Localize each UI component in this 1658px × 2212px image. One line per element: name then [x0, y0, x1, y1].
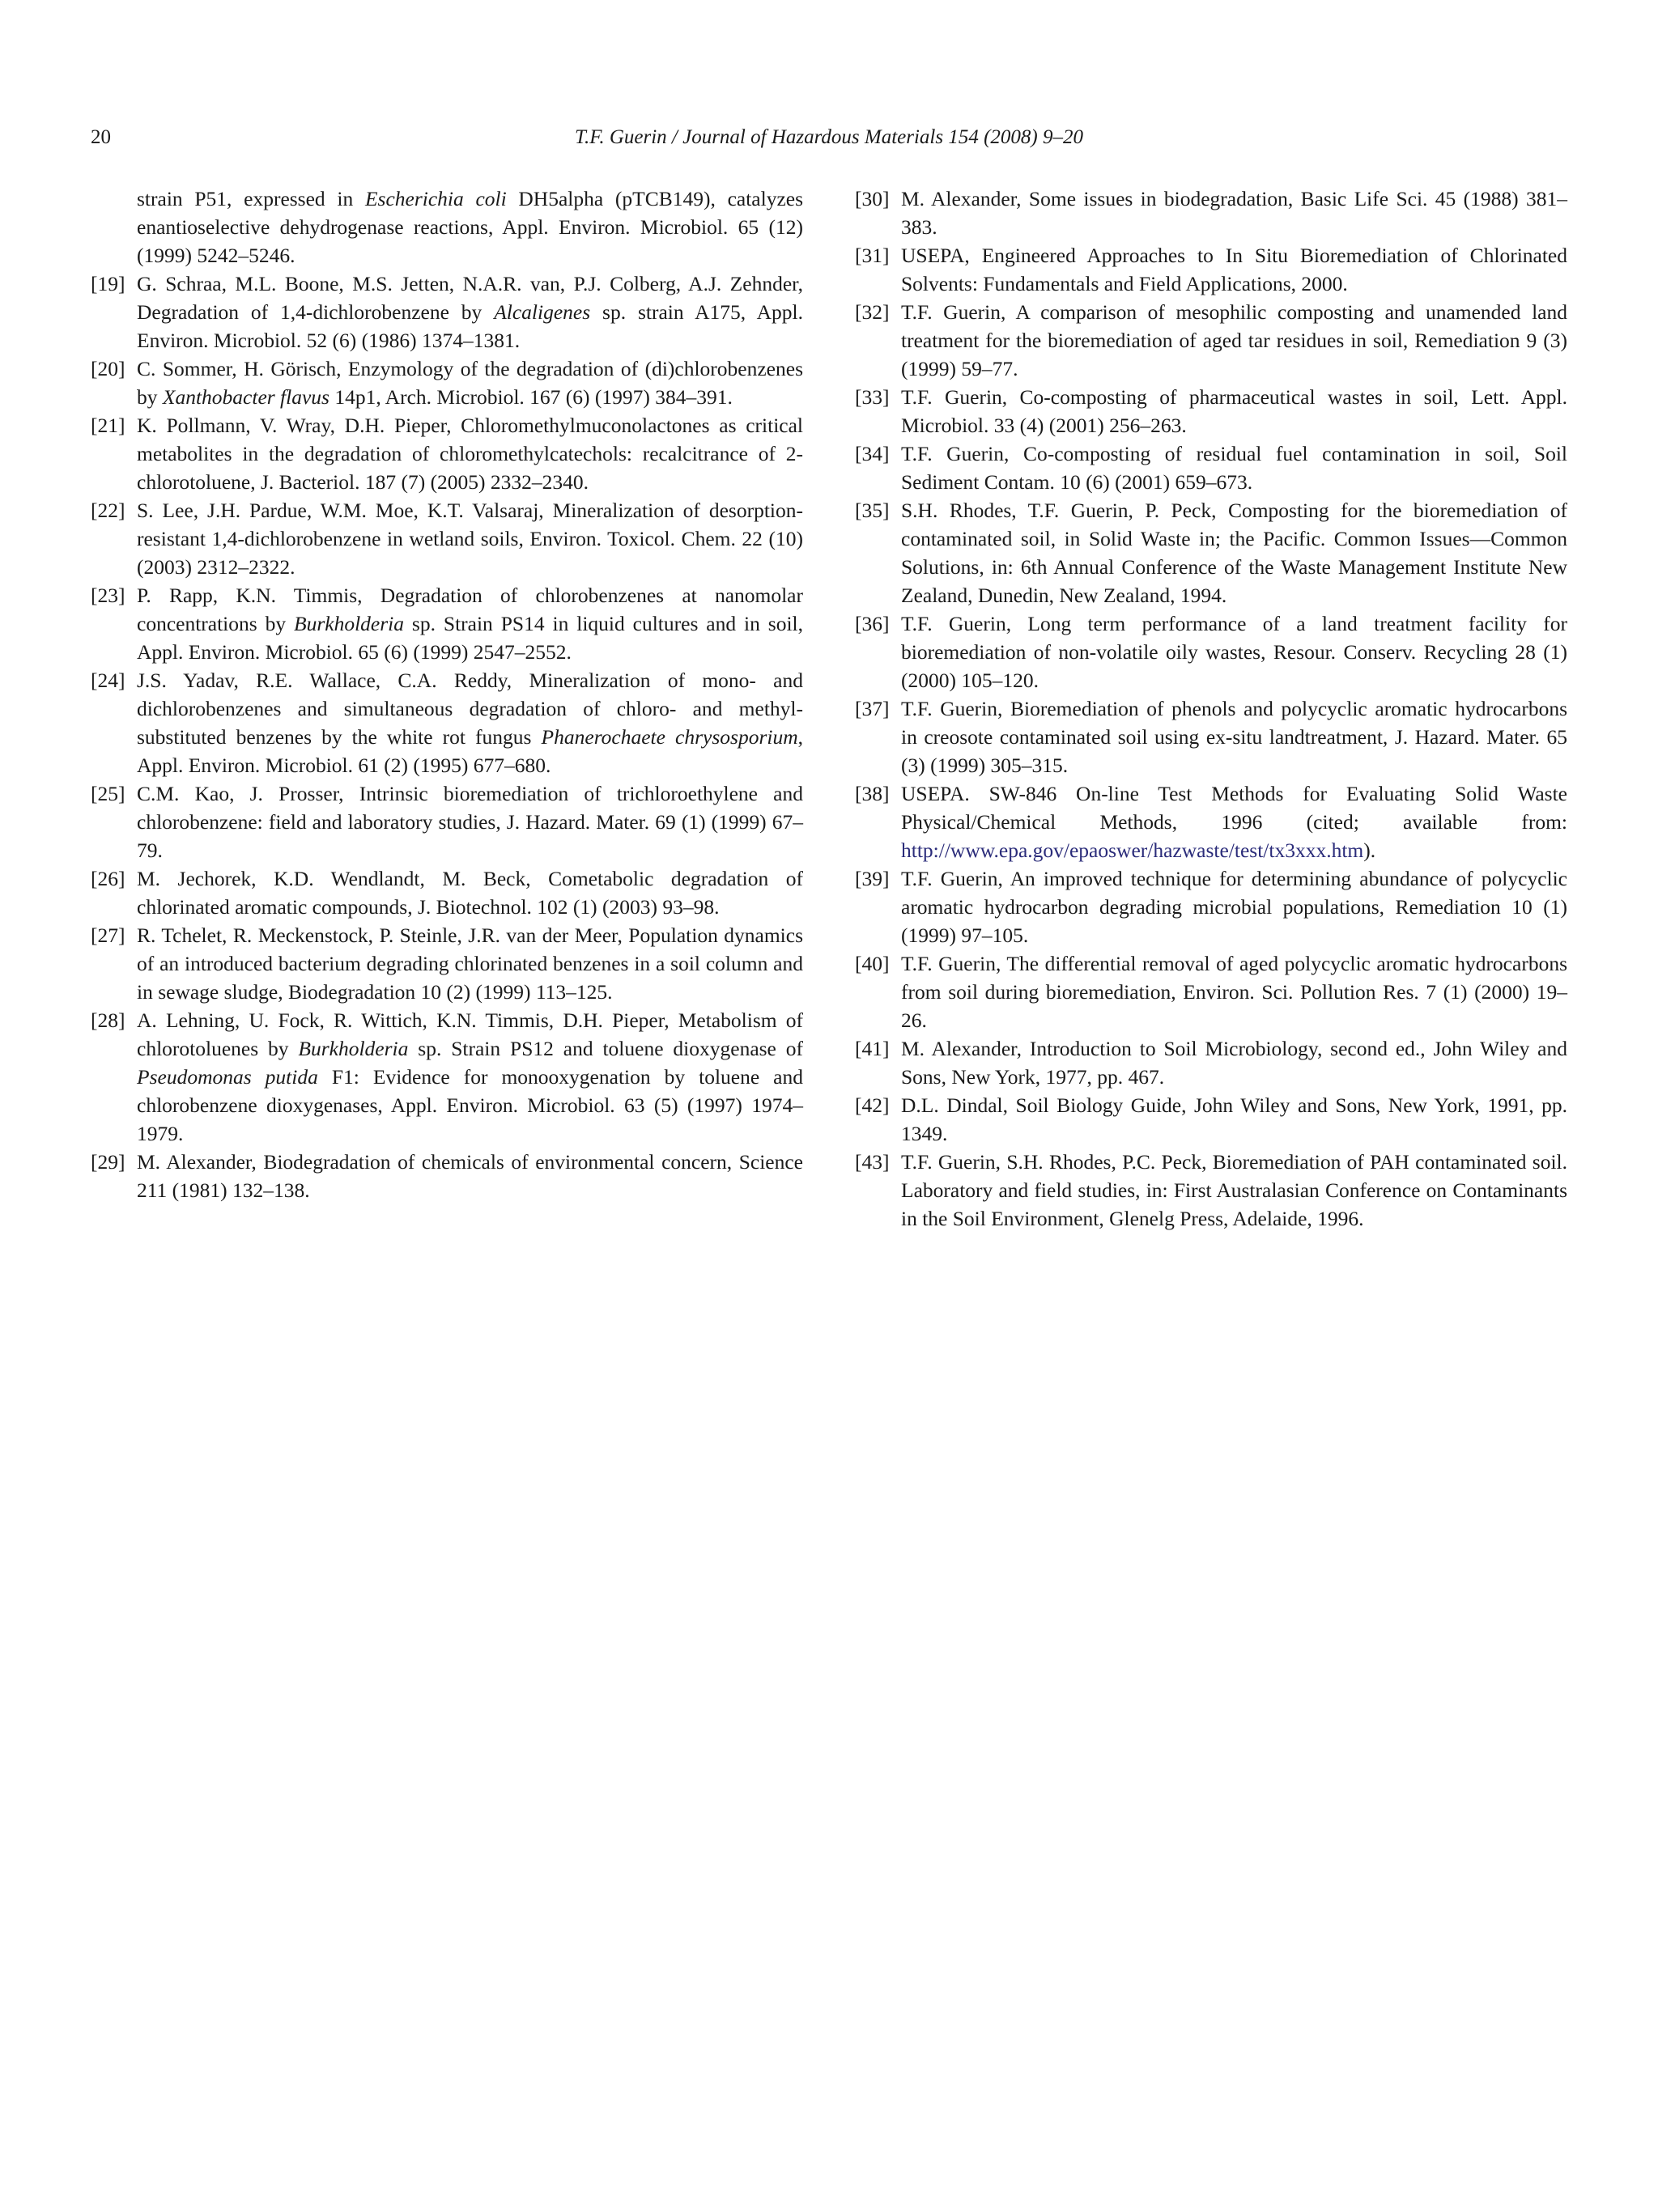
ref-italic: Escherichia coli — [364, 187, 507, 210]
ref-number: [31] — [855, 244, 890, 267]
ref-text: P. Rapp, K.N. Timmis, Degradation of chlorobenzenes at nanomolar concentrations by — [137, 584, 803, 635]
ref-italic: Burkholderia — [294, 612, 405, 635]
ref-text: T.F. Guerin, Co-composting of pharmaceutical wastes in soil, Lett. Appl. Microbiol. 33 (4) (2001) 256–263. — [901, 385, 1567, 437]
reference-22 — [91, 496, 803, 581]
ref-number: [21] — [91, 414, 125, 437]
reference-35 — [855, 496, 1567, 609]
journal-citation: T.F. Guerin / Journal of Hazardous Materials 154 (2008) 9–20 — [574, 126, 1083, 148]
ref-number: [26] — [91, 867, 125, 890]
reference-32 — [855, 298, 1567, 383]
ref-text: D.L. Dindal, Soil Biology Guide, John Wiley and Sons, New York, 1991, pp. 1349. — [901, 1093, 1567, 1145]
ref-number: [33] — [855, 385, 890, 409]
ref-number: [22] — [91, 499, 125, 522]
reference-38 — [855, 779, 1567, 864]
ref-text: T.F. Guerin, Co-composting of residual fuel contamination in soil, Soil Sediment Contam. 10 (6) (2001) 659–673. — [901, 442, 1567, 494]
reference-43 — [855, 1148, 1567, 1233]
ref-text: T.F. Guerin, Long term performance of a land treatment facility for bioremediation of non-volatile oily wastes, Resour. Conserv. Recycling 28 (1) (2000) 105–120. — [901, 612, 1567, 692]
ref-number: [42] — [855, 1093, 890, 1117]
ref-text: R. Tchelet, R. Meckenstock, P. Steinle, J.R. van der Meer, Population dynamics of an introduced bacterium degrading chlorinated benzenes in a soil column and in sewage sludge, Biodegradation 10 (2) (1999) 113–125. — [137, 923, 803, 1004]
reference-39 — [855, 864, 1567, 949]
reference-29 — [91, 1148, 803, 1204]
ref-text: T.F. Guerin, S.H. Rhodes, P.C. Peck, Bioremediation of PAH contaminated soil. Laboratory and field studies, in: First Australasian Conference on Contaminants in the Soil Environment, Glenelg Press, Adelaide, 1996. — [901, 1150, 1567, 1230]
ref-text: DH5alpha (pTCB149), catalyzes enantioselective dehydrogenase reactions, Appl. Environ. Microbiol. 65 (12) (1999) 5242–5246. — [137, 187, 804, 267]
ref-number: [41] — [855, 1037, 890, 1060]
ref-number: [37] — [855, 697, 890, 720]
reference-url-link[interactable]: http://www.epa.gov/epaoswer/hazwaste/test/tx3xxx.htm — [901, 839, 1364, 862]
ref-text: USEPA, Engineered Approaches to In Situ Bioremediation of Chlorinated Solvents: Fundamentals and Field Applications, 2000. — [901, 244, 1567, 295]
ref-number: [24] — [91, 669, 125, 692]
reference-28 — [91, 1006, 803, 1148]
page-number: 20 — [91, 126, 111, 148]
ref-number: [28] — [91, 1008, 125, 1032]
reference-31 — [855, 241, 1567, 298]
ref-text: M. Jechorek, K.D. Wendlandt, M. Beck, Cometabolic degradation of chlorinated aromatic compounds, J. Biotechnol. 102 (1) (2003) 93–98. — [137, 867, 803, 919]
reference-25 — [91, 779, 803, 864]
ref-text: T.F. Guerin, A comparison of mesophilic composting and unamended land treatment for the bioremediation of aged tar residues in soil, Remediation 9 (3) (1999) 59–77. — [901, 300, 1567, 380]
ref-text: T.F. Guerin, An improved technique for determining abundance of polycyclic aromatic hydrocarbon degrading microbial populations, Remediation 10 (1) (1999) 97–105. — [901, 867, 1567, 947]
ref-text: T.F. Guerin, The differential removal of aged polycyclic aromatic hydrocarbons from soil during bioremediation, Environ. Sci. Pollution Res. 7 (1) (2000) 19–26. — [901, 952, 1567, 1032]
ref-number: [29] — [91, 1150, 125, 1174]
ref-text: , Appl. Environ. Microbiol. 61 (2) (1995) 677–680. — [137, 725, 803, 777]
reference-27 — [91, 921, 803, 1006]
ref-text: M. Alexander, Introduction to Soil Microbiology, second ed., John Wiley and Sons, New York, 1977, pp. 467. — [901, 1037, 1567, 1089]
ref-text: sp. Strain PS12 and toluene dioxygenase of — [408, 1037, 804, 1060]
ref-number: [23] — [91, 584, 125, 607]
ref-text: M. Alexander, Biodegradation of chemicals of environmental concern, Science 211 (1981) 132–138. — [137, 1150, 803, 1202]
ref-text: M. Alexander, Some issues in biodegradation, Basic Life Sci. 45 (1988) 381–383. — [901, 187, 1567, 239]
ref-text: K. Pollmann, V. Wray, D.H. Pieper, Chloromethylmuconolactones as critical metabolites in the degradation of chloromethylcatechols: recalcitrance of 2-chlorotoluene, J. Bacteriol. 187 (7) (2005) 2332–2340. — [137, 414, 803, 494]
reference-42 — [855, 1091, 1567, 1148]
ref-number: [32] — [855, 300, 890, 324]
ref-number: [36] — [855, 612, 890, 635]
ref-text: 14p1, Arch. Microbiol. 167 (6) (1997) 384–391. — [329, 385, 733, 409]
ref-number: [20] — [91, 357, 125, 380]
ref-text: G. Schraa, M.L. Boone, M.S. Jetten, N.A.R. van, P.J. Colberg, A.J. Zehnder, Degradation of 1,4-dichlorobenzene by — [137, 272, 803, 324]
ref-text: T.F. Guerin, Bioremediation of phenols and polycyclic aromatic hydrocarbons in creosote contaminated soil using ex-situ landtreatment, J. Hazard. Mater. 65 (3) (1999) 305–315. — [901, 697, 1567, 777]
reference-26 — [91, 864, 803, 921]
ref-text: S.H. Rhodes, T.F. Guerin, P. Peck, Composting for the bioremediation of contaminated soil, in Solid Waste in; the Pacific. Common Issues—Common Solutions, in: 6th Annual Conference of the Waste Management Institute New Zealand, Dunedin, New Zealand, 1994. — [901, 499, 1567, 607]
reference-33 — [855, 383, 1567, 439]
ref-text: C. Sommer, H. Görisch, Enzymology of the degradation of (di)chlorobenzenes by — [137, 357, 803, 409]
ref-number: [40] — [855, 952, 890, 975]
ref-text: ). — [1363, 839, 1376, 862]
ref-italic: Alcaligenes — [494, 300, 591, 324]
reference-40 — [855, 949, 1567, 1034]
reference-19 — [91, 270, 803, 355]
reference-21 — [91, 411, 803, 496]
ref-number: [35] — [855, 499, 890, 522]
reference-30 — [855, 185, 1567, 241]
ref-number: [43] — [855, 1150, 890, 1174]
reference-41 — [855, 1034, 1567, 1091]
reference-34 — [855, 439, 1567, 496]
ref-italic: Pseudomonas putida — [137, 1065, 318, 1089]
reference-24 — [91, 666, 803, 779]
reference-36 — [855, 609, 1567, 694]
ref-text: sp. strain A175, Appl. Environ. Microbiol. 52 (6) (1986) 1374–1381. — [137, 300, 803, 352]
ref-text: S. Lee, J.H. Pardue, W.M. Moe, K.T. Valsaraj, Mineralization of desorption-resistant 1,4-dichlorobenzene in wetland soils, Environ. Toxicol. Chem. 22 (10) (2003) 2312–2322. — [137, 499, 803, 579]
ref-number: [19] — [91, 272, 125, 295]
ref-text: J.S. Yadav, R.E. Wallace, C.A. Reddy, Mineralization of mono- and dichlorobenzenes and simultaneous degradation of chloro- and methyl-substituted benzenes by the white rot fungus — [137, 669, 803, 749]
ref-text: strain P51, expressed in — [137, 187, 365, 210]
ref-number: [39] — [855, 867, 890, 890]
reference-18-continuation — [91, 185, 803, 270]
ref-text: USEPA. SW-846 On-line Test Methods for Evaluating Solid Waste Physical/Chemical Methods, 1996 (cited; available from: — [901, 782, 1567, 834]
ref-text: F1: Evidence for monooxygenation by toluene and chlorobenzene dioxygenases, Appl. Environ. Microbiol. 63 (5) (1997) 1974–1979. — [137, 1065, 804, 1145]
ref-number: [27] — [91, 923, 125, 947]
references-right-column — [855, 185, 1567, 1233]
reference-20 — [91, 355, 803, 411]
reference-23 — [91, 581, 803, 666]
ref-text: C.M. Kao, J. Prosser, Intrinsic bioremediation of trichloroethylene and chlorobenzene: field and laboratory studies, J. Hazard. Mater. 69 (1) (1999) 67–79. — [137, 782, 803, 862]
references-left-column — [91, 185, 803, 1204]
ref-text: sp. Strain PS14 in liquid cultures and in soil, Appl. Environ. Microbiol. 65 (6) (1999) 2547–2552. — [137, 612, 803, 664]
ref-number: [25] — [91, 782, 125, 805]
ref-number: [30] — [855, 187, 890, 210]
ref-text: A. Lehning, U. Fock, R. Wittich, K.N. Timmis, D.H. Pieper, Metabolism of chlorotoluenes by — [137, 1008, 803, 1060]
running-header — [91, 126, 1567, 159]
ref-italic: Xanthobacter flavus — [162, 385, 329, 409]
ref-number: [38] — [855, 782, 890, 805]
ref-number: [34] — [855, 442, 890, 465]
reference-37 — [855, 694, 1567, 779]
ref-italic: Burkholderia — [298, 1037, 409, 1060]
ref-italic: Phanerochaete chrysosporium — [541, 725, 798, 749]
